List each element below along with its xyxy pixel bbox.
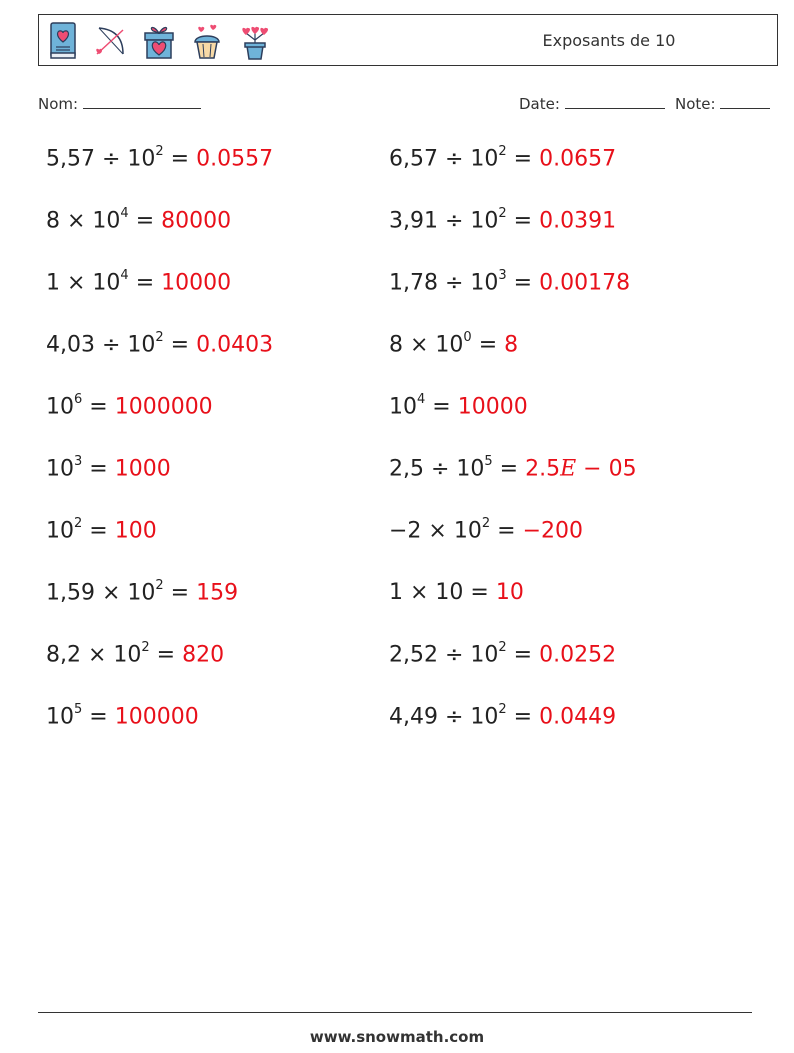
problem-row bbox=[389, 332, 518, 357]
bow-arrow-icon bbox=[93, 20, 129, 62]
exponent: 5 bbox=[484, 454, 493, 469]
equals-sign: = bbox=[490, 518, 523, 544]
equals-sign: = bbox=[163, 146, 197, 172]
problem-expression: 1,78 ÷ 10 bbox=[389, 270, 499, 296]
exponent: 4 bbox=[120, 268, 129, 283]
answer bbox=[525, 456, 636, 481]
date-blank bbox=[565, 94, 665, 109]
answer: 0.00178 bbox=[539, 270, 631, 296]
book-heart-icon bbox=[45, 20, 81, 62]
exponent: 3 bbox=[498, 268, 507, 283]
problem-expression: 1 × 10 bbox=[389, 580, 464, 605]
gift-heart-icon bbox=[141, 20, 177, 62]
equals-sign: = bbox=[506, 704, 540, 730]
answer: 0.0657 bbox=[539, 146, 617, 172]
exponent: 2 bbox=[155, 144, 164, 159]
equals-sign: = bbox=[163, 332, 197, 358]
problem-expression: 3,91 ÷ 10 bbox=[389, 208, 499, 234]
answer: 1000000 bbox=[114, 394, 213, 420]
problem-expression: 8 × 10 bbox=[46, 208, 121, 234]
problem-row bbox=[46, 146, 273, 171]
equals-sign: = bbox=[82, 456, 115, 482]
problem-expression: 10 bbox=[46, 518, 74, 544]
worksheet-title: Exposants de 10 bbox=[542, 31, 676, 50]
problem-row bbox=[46, 270, 231, 295]
answer: 8 bbox=[504, 332, 519, 358]
exponent: 5 bbox=[74, 702, 83, 717]
equals-sign: = bbox=[463, 580, 496, 605]
problem-expression: 6,57 ÷ 10 bbox=[389, 146, 499, 172]
problem-expression: 10 bbox=[389, 394, 417, 420]
equals-sign: = bbox=[82, 518, 115, 544]
problem-row bbox=[46, 456, 171, 481]
exponent: 0 bbox=[463, 330, 472, 345]
equals-sign: = bbox=[492, 456, 526, 482]
note-blank bbox=[720, 94, 770, 109]
equals-sign: = bbox=[425, 394, 458, 420]
answer: 0.0252 bbox=[539, 642, 617, 668]
problem-expression: 5,57 ÷ 10 bbox=[46, 146, 156, 172]
problem-row bbox=[389, 394, 528, 419]
problem-expression: 10 bbox=[46, 394, 74, 420]
exponent: 3 bbox=[74, 454, 83, 469]
exponent: 2 bbox=[141, 640, 150, 655]
problem-row bbox=[389, 580, 524, 605]
exponent: 2 bbox=[74, 516, 83, 531]
problem-expression: 8,2 × 10 bbox=[46, 642, 142, 668]
problem-row bbox=[389, 146, 616, 171]
note-field bbox=[675, 94, 770, 113]
equals-sign: = bbox=[506, 642, 540, 668]
answer: 0.0557 bbox=[196, 146, 274, 172]
problem-expression: 1 × 10 bbox=[46, 270, 121, 296]
answer: 100000 bbox=[114, 704, 199, 730]
exponent: 4 bbox=[120, 206, 129, 221]
problem-expression: 10 bbox=[46, 704, 74, 730]
answer-mantissa: 2.5 bbox=[525, 456, 561, 482]
name-field bbox=[38, 94, 201, 113]
answer: 10000 bbox=[457, 394, 528, 420]
problem-row bbox=[389, 642, 616, 667]
answer: 0.0403 bbox=[196, 332, 274, 358]
exponent: 2 bbox=[155, 330, 164, 345]
problem-row bbox=[389, 456, 637, 481]
equals-sign: = bbox=[149, 642, 183, 668]
exponent: 2 bbox=[498, 144, 507, 159]
answer: 0.0391 bbox=[539, 208, 617, 234]
equals-sign: = bbox=[506, 146, 540, 172]
footer-url: www.snowmath.com bbox=[309, 1028, 485, 1046]
answer-exponent: − 05 bbox=[576, 456, 637, 482]
problem-row bbox=[46, 332, 273, 357]
exponent: 2 bbox=[481, 516, 491, 531]
header-icons bbox=[45, 19, 273, 63]
equals-sign: = bbox=[471, 332, 505, 358]
name-blank bbox=[83, 94, 201, 109]
cupcake-hearts-icon bbox=[189, 20, 225, 62]
exponent: 2 bbox=[498, 640, 507, 655]
problem-expression: 8 × 10 bbox=[389, 332, 464, 358]
answer: 159 bbox=[196, 580, 239, 606]
problem-expression: −2 × 10 bbox=[389, 518, 482, 544]
equals-sign: = bbox=[163, 580, 197, 606]
flower-pot-hearts-icon bbox=[237, 20, 273, 62]
problem-expression: 10 bbox=[46, 456, 74, 482]
equals-sign: = bbox=[82, 394, 115, 420]
answer: 100 bbox=[114, 518, 157, 544]
answer: 1000 bbox=[114, 456, 171, 482]
answer: 80000 bbox=[161, 208, 232, 234]
footer-divider bbox=[38, 1012, 752, 1013]
problem-row bbox=[46, 394, 213, 419]
equals-sign: = bbox=[506, 208, 540, 234]
note-label: Note: bbox=[675, 95, 716, 113]
equals-sign: = bbox=[506, 270, 540, 296]
name-label: Nom: bbox=[38, 95, 79, 113]
answer: 10000 bbox=[161, 270, 232, 296]
problem-expression: 1,59 × 10 bbox=[46, 580, 156, 606]
exponent: 2 bbox=[498, 702, 507, 717]
header-box bbox=[38, 14, 778, 66]
problem-row bbox=[389, 270, 630, 295]
problem-row bbox=[46, 642, 224, 667]
answer: 820 bbox=[182, 642, 225, 668]
answer: −200 bbox=[522, 518, 583, 544]
problem-row bbox=[46, 208, 231, 233]
exponent: 4 bbox=[417, 392, 426, 407]
answer: 0.0449 bbox=[539, 704, 617, 730]
problem-row bbox=[46, 518, 157, 543]
equals-sign: = bbox=[128, 208, 162, 234]
answer-exponent-symbol: E bbox=[560, 456, 577, 482]
problem-expression: 4,03 ÷ 10 bbox=[46, 332, 156, 358]
problem-expression: 2,52 ÷ 10 bbox=[389, 642, 499, 668]
date-field bbox=[519, 94, 665, 113]
problem-row bbox=[389, 518, 583, 543]
problem-row bbox=[389, 208, 616, 233]
exponent: 2 bbox=[498, 206, 507, 221]
problem-expression: 2,5 ÷ 10 bbox=[389, 456, 485, 482]
problem-row bbox=[46, 580, 238, 605]
date-label: Date: bbox=[519, 95, 560, 113]
answer: 10 bbox=[495, 580, 524, 605]
problem-row bbox=[46, 704, 199, 729]
exponent: 2 bbox=[155, 578, 164, 593]
problem-row bbox=[389, 704, 616, 729]
problem-expression: 4,49 ÷ 10 bbox=[389, 704, 499, 730]
exponent: 6 bbox=[74, 392, 83, 407]
equals-sign: = bbox=[128, 270, 162, 296]
equals-sign: = bbox=[82, 704, 115, 730]
